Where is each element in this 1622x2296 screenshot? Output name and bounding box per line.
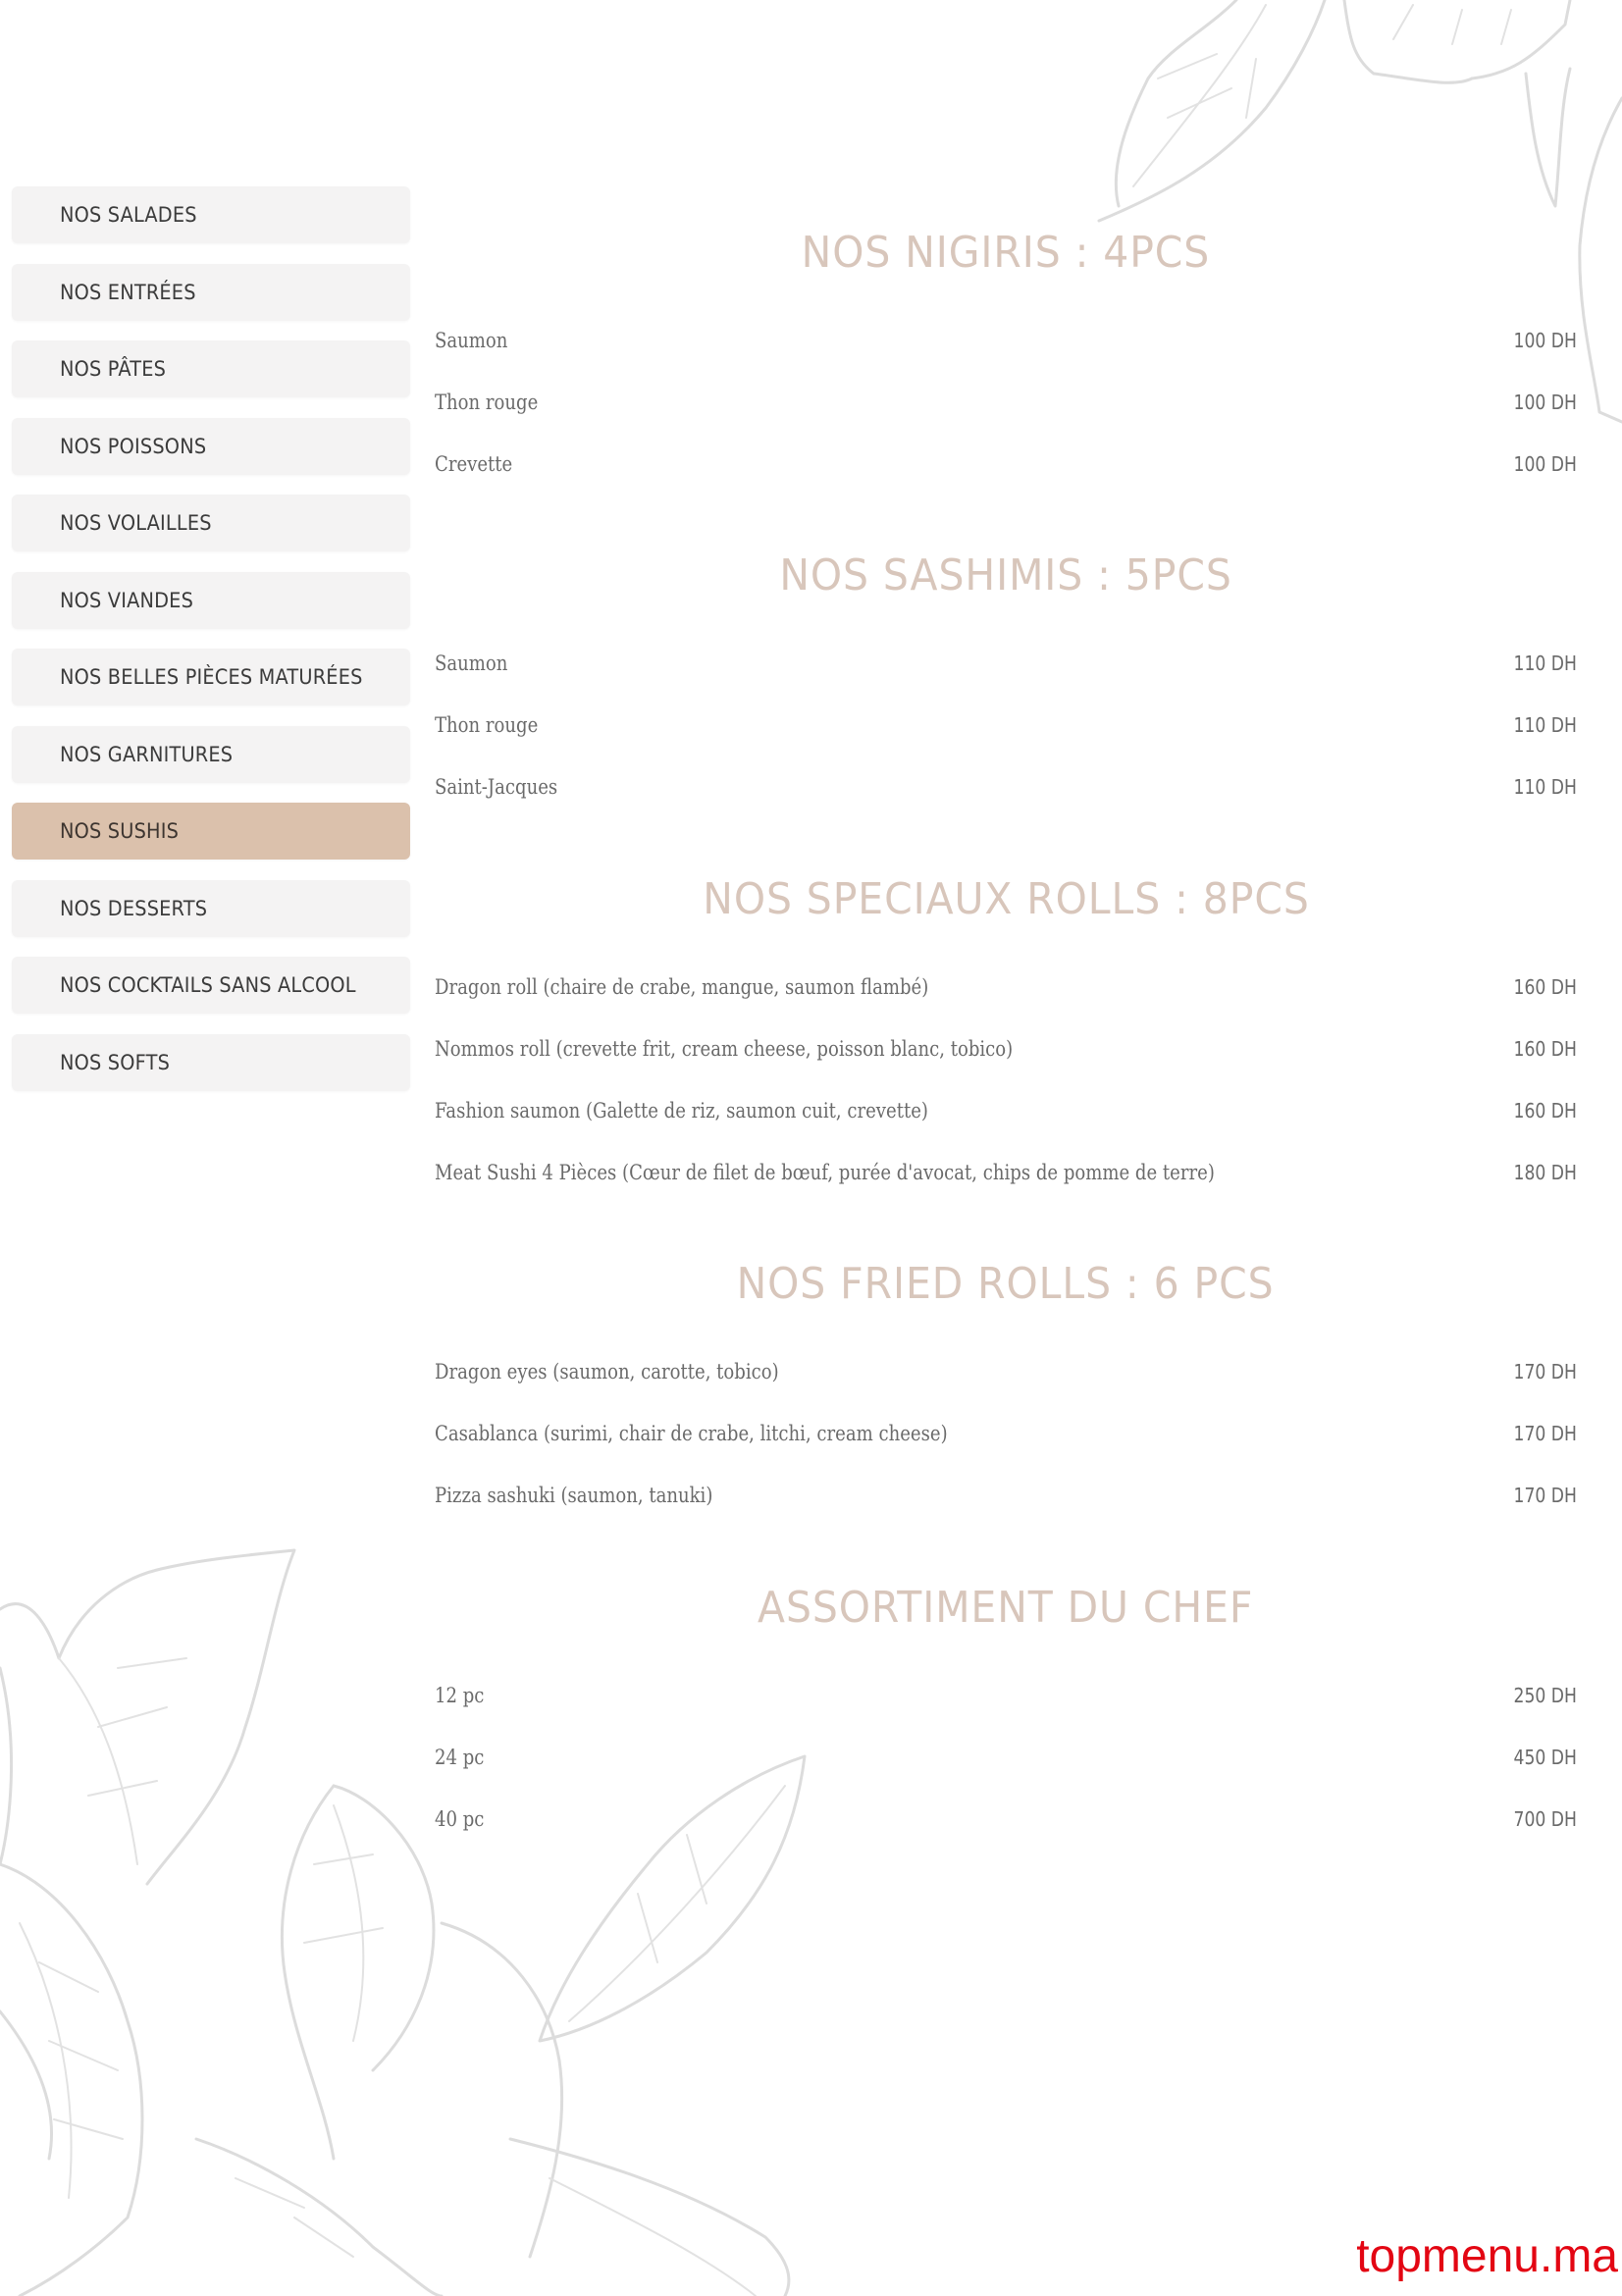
menu-item-row xyxy=(435,705,1577,745)
section-speciaux-rolls xyxy=(435,870,1577,929)
item-name: 12 pc xyxy=(435,1684,485,1707)
sidebar-item-label: NOS ENTRÉES xyxy=(60,280,196,304)
item-name: Saumon xyxy=(435,329,508,352)
sidebar-item-volailles[interactable] xyxy=(12,495,410,551)
sidebar-item-desserts[interactable] xyxy=(12,880,410,937)
menu-item-row xyxy=(435,1352,1577,1391)
item-price: 170 DH xyxy=(1513,1484,1577,1507)
sidebar-item-label: NOS VIANDES xyxy=(60,588,194,612)
item-price: 700 DH xyxy=(1513,1807,1577,1831)
item-name: Casablanca (surimi, chair de crabe, litchi, cream cheese) xyxy=(435,1422,948,1445)
item-name: Fashion saumon (Galette de riz, saumon cuit, crevette) xyxy=(435,1099,928,1122)
item-name: Dragon eyes (saumon, carotte, tobico) xyxy=(435,1360,779,1383)
menu-item-row xyxy=(435,1414,1577,1453)
item-price: 110 DH xyxy=(1513,775,1577,799)
item-name: Saint-Jacques xyxy=(435,775,558,799)
category-sidebar xyxy=(12,186,410,1111)
menu-item-row xyxy=(435,1091,1577,1130)
item-price: 170 DH xyxy=(1513,1360,1577,1383)
menu-item-row xyxy=(435,1153,1577,1192)
sidebar-item-label: NOS GARNITURES xyxy=(60,742,234,766)
section-sashimis xyxy=(435,547,1577,605)
menu-item-row xyxy=(435,1476,1577,1515)
item-price: 100 DH xyxy=(1513,391,1577,414)
menu-item-row xyxy=(435,444,1577,484)
section-nigiris xyxy=(435,224,1577,283)
sidebar-item-garnitures[interactable] xyxy=(12,726,410,783)
watermark: topmenu.ma xyxy=(1356,2230,1618,2282)
item-price: 180 DH xyxy=(1513,1161,1577,1184)
item-name: Pizza sashuki (saumon, tanuki) xyxy=(435,1484,713,1507)
section-title: NOS SASHIMIS : 5PCS xyxy=(779,550,1232,600)
sidebar-item-label: NOS COCKTAILS SANS ALCOOL xyxy=(60,973,356,997)
item-price: 110 DH xyxy=(1513,713,1577,737)
sidebar-item-label: NOS POISSONS xyxy=(60,434,207,458)
sidebar-item-label: NOS SUSHIS xyxy=(60,819,180,843)
item-name: Crevette xyxy=(435,452,513,476)
item-name: 40 pc xyxy=(435,1807,485,1831)
menu-item-row xyxy=(435,321,1577,360)
item-name: 24 pc xyxy=(435,1746,485,1769)
item-name: Nommos roll (crevette frit, cream cheese, poisson blanc, tobico) xyxy=(435,1037,1014,1061)
menu-item-row xyxy=(435,1029,1577,1069)
item-price: 100 DH xyxy=(1513,452,1577,476)
sidebar-item-label: NOS BELLES PIÈCES MATURÉES xyxy=(60,665,363,689)
menu-item-row xyxy=(435,644,1577,683)
sidebar-item-label: NOS VOLAILLES xyxy=(60,511,212,535)
section-assortiment-du-chef xyxy=(435,1579,1577,1638)
item-price: 110 DH xyxy=(1513,652,1577,675)
section-title: NOS NIGIRIS : 4PCS xyxy=(801,228,1211,278)
item-price: 100 DH xyxy=(1513,329,1577,352)
sidebar-item-cocktails-sans-alcool[interactable] xyxy=(12,957,410,1014)
item-name: Thon rouge xyxy=(435,391,539,414)
menu-item-row xyxy=(435,1738,1577,1777)
item-price: 450 DH xyxy=(1513,1746,1577,1769)
item-name: Saumon xyxy=(435,652,508,675)
section-title: ASSORTIMENT DU CHEF xyxy=(758,1583,1254,1633)
sidebar-item-label: NOS SALADES xyxy=(60,203,197,227)
menu-item-row xyxy=(435,1800,1577,1839)
item-price: 250 DH xyxy=(1513,1684,1577,1707)
section-title: NOS SPECIAUX ROLLS : 8PCS xyxy=(702,874,1310,924)
menu-item-row xyxy=(435,967,1577,1007)
section-title: NOS FRIED ROLLS : 6 PCS xyxy=(737,1259,1275,1309)
sidebar-item-pates[interactable] xyxy=(12,340,410,397)
sidebar-item-label: NOS PÂTES xyxy=(60,357,167,381)
sidebar-item-poissons[interactable] xyxy=(12,418,410,475)
sidebar-item-label: NOS DESSERTS xyxy=(60,896,208,920)
menu-item-row xyxy=(435,383,1577,422)
sidebar-item-label: NOS SOFTS xyxy=(60,1050,171,1074)
sidebar-item-sushis[interactable] xyxy=(12,803,410,860)
item-name: Thon rouge xyxy=(435,713,539,737)
item-name: Meat Sushi 4 Pièces (Cœur de filet de bœuf, purée d'avocat, chips de pomme de terre) xyxy=(435,1161,1215,1184)
sidebar-item-entrees[interactable] xyxy=(12,264,410,321)
menu-item-row xyxy=(435,767,1577,807)
item-price: 160 DH xyxy=(1513,1099,1577,1122)
menu-item-row xyxy=(435,1676,1577,1715)
sidebar-item-viandes[interactable] xyxy=(12,572,410,629)
section-fried-rolls xyxy=(435,1255,1577,1314)
item-price: 160 DH xyxy=(1513,1037,1577,1061)
item-price: 160 DH xyxy=(1513,975,1577,999)
item-name: Dragon roll (chaire de crabe, mangue, saumon flambé) xyxy=(435,975,929,999)
sidebar-item-salades[interactable] xyxy=(12,186,410,243)
item-price: 170 DH xyxy=(1513,1422,1577,1445)
sidebar-item-softs[interactable] xyxy=(12,1034,410,1091)
sidebar-item-belles-pieces-maturees[interactable] xyxy=(12,649,410,705)
